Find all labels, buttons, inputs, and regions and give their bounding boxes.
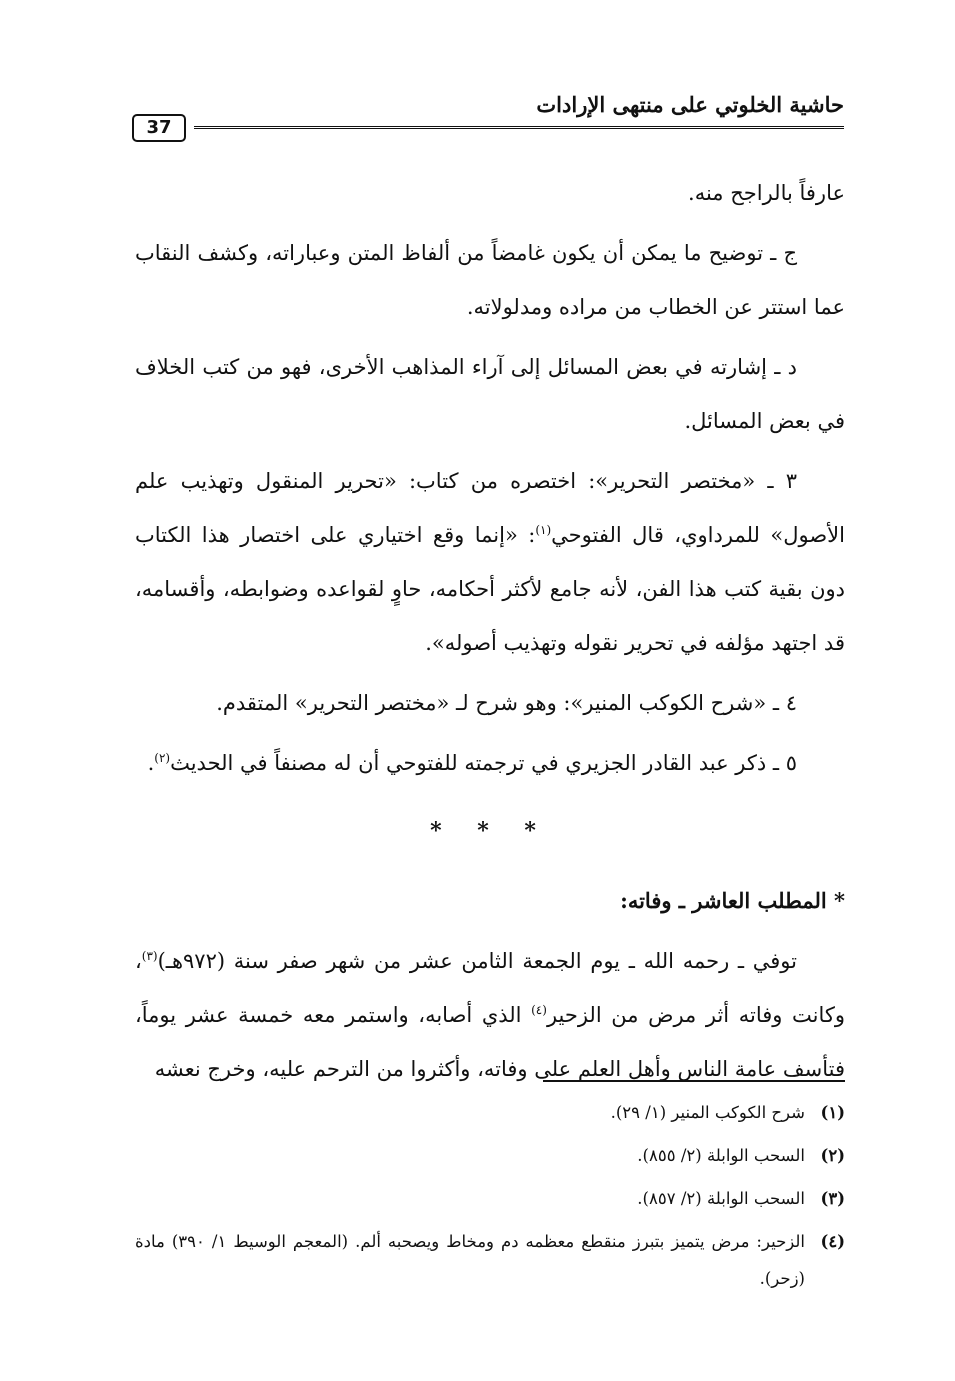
header-rule [194,126,844,132]
footnote-number: (٢) [820,1146,845,1165]
main-text [135,166,845,1102]
paragraph: د ـ إشارته في بعض المسائل إلى آراء المذاهب الأخرى، فهو من كتب الخلاف في بعض المسائل. [135,355,845,433]
footnote-number: (٤) [820,1232,845,1251]
footnote-text: السحب الوابلة (٢/ ٨٥٧). [637,1189,805,1208]
text-run: الذي أصابه، واستمر معه خمسة عشر يوماً، فتأسف عامة الناس وأهل العلم على وفاته، وأكثروا من الترحم عليه، وخرج نعشه [135,1003,845,1081]
text-run: توفي ـ رحمه الله ـ يوم الجمعة الثامن عشر من شهر صفر سنة (٩٧٢هـ) [157,949,797,973]
footnote-separator [543,1080,845,1082]
footnote [135,1094,845,1131]
footnote-ref[interactable]: (١) [535,523,552,537]
section-separator: * * * [430,818,550,844]
page-number: 37 [132,114,186,142]
paragraph [135,934,845,1096]
text-run: : «إنما وقع اختياري على اختصار هذا الكتاب دون بقية كتب هذا الفن، لأنه جامع لأكثر أحكامه، حاوٍ لقواعده وضوابطه، وأقسامه، قد اجتهد مؤلفه في تحرير نقوله وتهذيب أصوله». [135,523,845,655]
text-run: ٥ ـ ذكر عبد القادر الجزيري في ترجمته للفتوحي أن له مصنفاً في الحديث [170,751,797,775]
paragraph: ٤ ـ «شرح الكوكب المنير»: وهو شرح لـ «مختصر التحرير» المتقدم. [216,691,797,715]
footnote-ref[interactable]: (٤) [531,1003,547,1017]
paragraph: ج ـ توضيح ما يمكن أن يكون غامضاً من ألفاظ المتن وعباراته، وكشف النقاب عما استتر عن الخطاب من مراده ومدلولاته. [135,241,845,319]
paragraph: عارفاً بالراجح منه. [688,181,845,205]
footnote [135,1137,845,1174]
footnotes [135,1094,845,1303]
footnote-text: السحب الوابلة (٢/ ٨٥٥). [637,1146,805,1165]
section-heading: * المطلب العاشر ـ وفاته: [620,888,845,913]
footnote-text: شرح الكوكب المنير (١/ ٢٩). [610,1103,805,1122]
text-run: ٣ ـ «مختصر التحرير»: اختصره من كتاب: «تحرير المنقول وتهذيب علم الأصول» للمرداوي، قال الفتوحي [135,469,845,547]
footnote-ref[interactable]: (٣) [141,949,158,963]
footnote [135,1223,845,1297]
footnote-text: الزحير: مرض يتميز بتبرز منقطع معظمه دم ومخاط ويصحبه ألم. (المعجم الوسيط ١/ ٣٩٠) مادة (زحر). [135,1232,805,1288]
page-header [132,92,844,150]
footnote-ref[interactable]: (٢) [154,751,171,765]
paragraph [135,736,845,790]
running-title: حاشية الخلوتي على منتهى الإرادات [536,92,844,117]
footnote-number: (١) [820,1103,845,1122]
paragraph [135,454,845,670]
text-run: . [147,751,155,775]
text-run: ، وكانت وفاته أثر مرض من الزحير [135,949,845,1027]
footnote-number: (٣) [820,1189,845,1208]
footnote [135,1180,845,1217]
